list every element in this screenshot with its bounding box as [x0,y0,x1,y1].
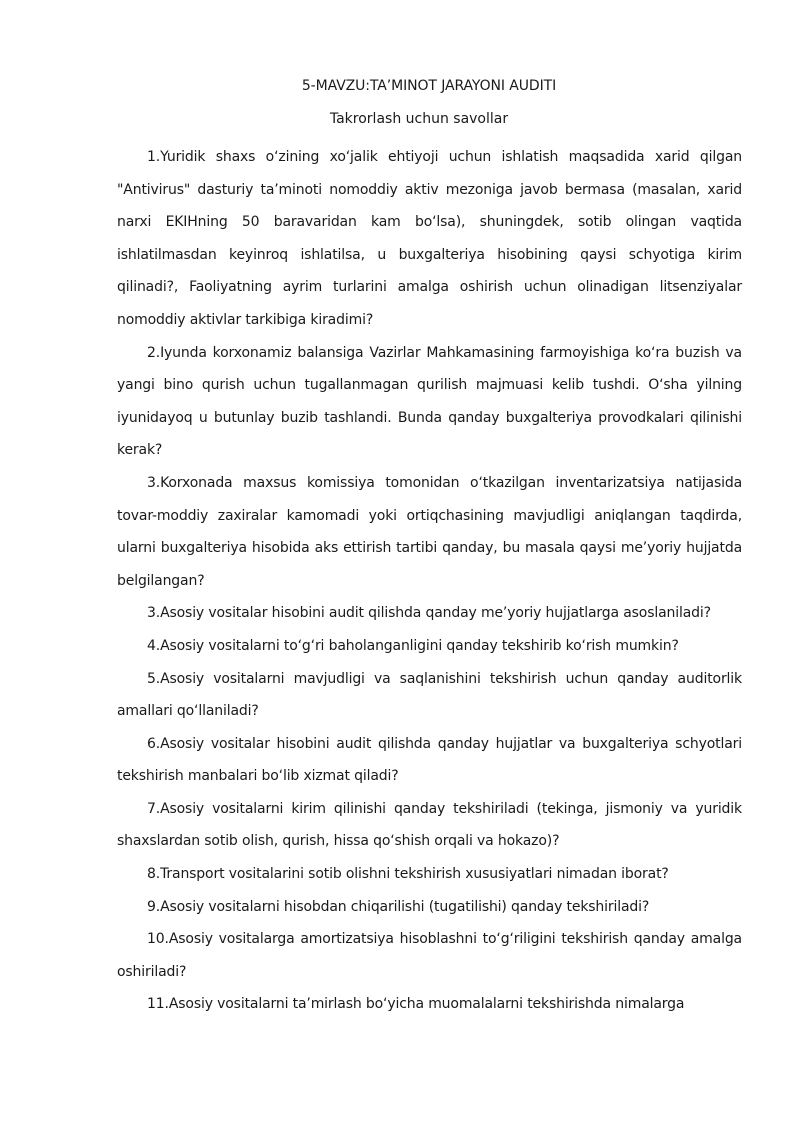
question-item [117,597,742,630]
question-text: Asosiy vositalarni kirim qilinishi qanday tekshiriladi (tekinga, jismoniy va yuridik shaxslardan sotib olish, qurish, hissa qo‘shish orqali va hokazo)? [117,800,742,850]
question-item [117,663,742,728]
question-item [117,793,742,858]
question-number: 3. [147,474,161,491]
question-text: Asosiy vositalar hisobini audit qilishda qanday hujjatlar va buxgalteriya schyotlari tekshirish manbalari bo‘lib xizmat qiladi? [117,735,742,785]
question-item [117,858,742,891]
question-text: Asosiy vositalarni ta’mirlash bo‘yicha muomalalarni tekshirishda nimalarga [168,996,685,1013]
question-item [117,891,742,924]
question-text: Asosiy vositalarni hisobdan chiqarilishi (tugatilishi) qanday tekshiriladi? [160,898,650,915]
question-item [117,141,742,337]
question-number: 10. [147,931,169,948]
question-number: 5. [147,670,161,687]
question-text: Asosiy vositalarni mavjudligi va saqlanishini tekshirish uchun qanday auditorlik amallari qo‘llaniladi? [117,670,742,720]
question-text: Iyunda korxonamiz balansiga Vazirlar Mahkamasining farmoyishiga ko‘ra buzish va yangi bino qurish uchun tugallanmagan qurilish majmuasi kelib tushdi. O‘sha yilning iyunidayoq u butunlay buzib tashlandi. Bunda qanday buxgalteriya provodkalari qilinishi kerak? [117,344,742,459]
question-number: 1. [147,149,161,165]
document-title: 5-MAVZU:TA’MINOT JARAYONI AUDITI [301,78,557,94]
question-number: 9. [147,898,161,915]
question-list [117,141,742,1021]
question-item [117,630,742,663]
question-item [117,728,742,793]
question-number: 7. [147,800,161,817]
question-number: 2. [147,344,161,361]
question-number: 4. [147,637,161,654]
question-number: 3. [147,605,161,622]
question-text: Asosiy vositalarni to‘g‘ri baholanganligini qanday tekshirib ko‘rish mumkin? [160,637,679,654]
question-text: Asosiy vositalarga amortizatsiya hisoblashni to‘g‘riligini tekshirish qanday amalga oshiriladi? [117,931,742,980]
question-item [117,988,742,1021]
question-item [117,467,742,597]
question-number: 8. [147,866,161,883]
question-text: Asosiy vositalar hisobini audit qilishda qanday me’yoriy hujjatlarga asoslaniladi? [160,605,711,622]
question-text: Yuridik shaxs o‘zining xo‘jalik ehtiyoji uchun ishlatish maqsadida xarid qilgan "Antivirus" dasturiy ta’minoti nomoddiy aktiv mezoniga javob bermasa (masalan, xarid narxi EKIHning 50 baravaridan kam bo‘lsa), shuningdek, sotib olingan vaqtida ishlatilmasdan keyinroq ishlatilsa, u buxgalteriya hisobining qaysi schyotiga kirim qilinadi?, Faoliyatning ayrim turlarini amalga oshirish uchun olinadigan litsenziyalar nomoddiy aktivlar tarkibiga kiradimi? [117,149,742,328]
question-text: Transport vositalarini sotib olishni tekshirish xususiyatlari nimadan iborat? [160,866,669,883]
question-item [117,337,742,467]
document-subtitle: Takrorlash uchun savollar [329,111,509,127]
question-item [117,923,742,988]
question-text: Korxonada maxsus komissiya tomonidan o‘tkazilgan inventarizatsiya natijasida tovar-moddiy zaxiralar kamomadi yoki ortiqchasining mavjudligi aniqlangan taqdirda, ularni buxgalteriya hisobida aks ettirish tartibi qanday, bu masala qaysi me’yoriy hujjatda belgilangan? [117,474,742,589]
question-number: 11. [147,996,169,1013]
question-number: 6. [147,735,161,752]
